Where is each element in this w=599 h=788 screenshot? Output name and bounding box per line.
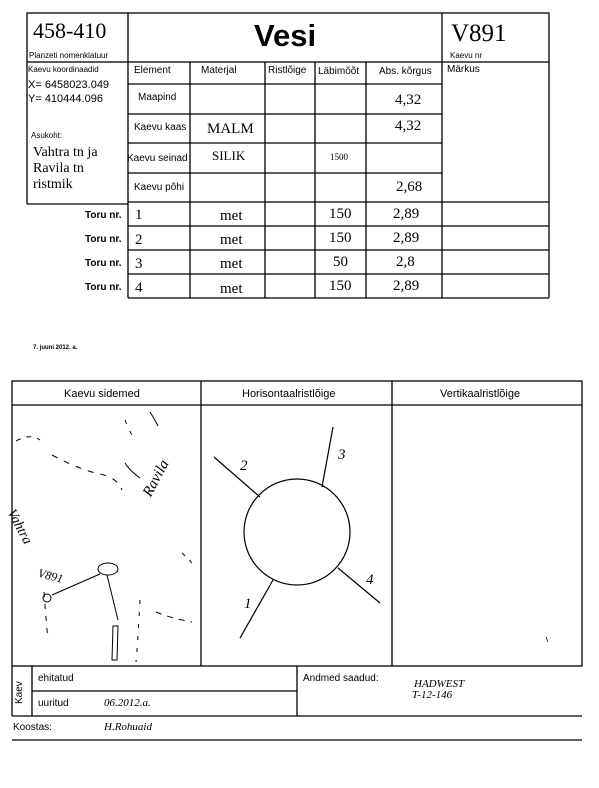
pipe-diameter: 150 <box>329 278 352 294</box>
pipe-diameter: 150 <box>329 206 352 222</box>
col-header-height: Abs. kõrgus <box>379 66 432 77</box>
pipe-3-label: 3 <box>338 447 346 463</box>
col-header-diameter: Läbimõõt <box>318 66 360 77</box>
pipe-material: met <box>220 208 243 224</box>
col-header-section: Ristlõige <box>268 65 307 76</box>
built-label: ehitatud <box>38 673 74 684</box>
row-element: Kaevu kaas <box>134 122 187 133</box>
site-connections-sketch <box>16 412 194 662</box>
pipe-number: 4 <box>135 280 143 296</box>
row-element: Maapind <box>138 92 177 103</box>
pipe-1-label: 1 <box>244 596 252 612</box>
location-label: Asukoht: <box>31 131 63 140</box>
row-height: 4,32 <box>395 118 422 134</box>
surveyed-date: 06.2012.a. <box>104 697 151 709</box>
coord-x: X= 6458023.049 <box>28 79 110 91</box>
page-title: Vesi <box>254 18 317 53</box>
kaev-label: Kaev <box>14 681 25 704</box>
row-material: SILIK <box>212 148 246 163</box>
pipe-label: Toru nr. <box>85 282 122 293</box>
handwritten-pipe-tag: V891 <box>36 566 65 586</box>
col-header-element: Element <box>134 65 171 76</box>
pipe-label: Toru nr. <box>85 234 122 245</box>
pipe-number: 3 <box>135 256 143 272</box>
handwritten-ravila: Ravila <box>140 457 173 500</box>
pipe-2-label: 2 <box>240 458 248 474</box>
data-from-label: Andmed saadud: <box>303 673 379 684</box>
diagram-col-horizontal: Horisontaalristlõige <box>242 388 336 400</box>
coords-label: Kaevu koordinaadid <box>28 65 99 74</box>
row-element: Kaevu põhi <box>134 182 185 193</box>
pipe-material: met <box>220 232 243 248</box>
pipe-material: met <box>220 281 243 297</box>
data-from-value-2: T-12-146 <box>412 689 453 701</box>
pipe-height: 2,8 <box>396 254 415 270</box>
horizontal-section-sketch <box>214 427 380 638</box>
location-line-3: ristmik <box>33 177 73 192</box>
pipe-4-label: 4 <box>366 572 374 588</box>
location-line-2: Ravila tn <box>33 161 84 176</box>
data-from-value-1: HADWEST <box>414 678 465 690</box>
author-label: Koostas: <box>13 722 52 733</box>
date-note: 7. juuni 2012. a. <box>33 345 78 351</box>
coord-y: Y= 410444.096 <box>28 93 103 105</box>
pipe-number: 2 <box>135 232 143 248</box>
pipe-diameter: 50 <box>333 254 348 270</box>
pipe-number: 1 <box>135 207 143 223</box>
row-diameter: 1500 <box>330 152 348 162</box>
col-header-material: Materjal <box>201 65 237 76</box>
pipe-label: Toru nr. <box>85 210 122 221</box>
row-height: 2,68 <box>396 179 423 195</box>
pipe-diameter: 150 <box>329 230 352 246</box>
col-header-notes: Märkus <box>447 64 480 75</box>
row-height: 4,32 <box>395 92 422 108</box>
well-number-label: Kaevu nr <box>450 51 483 60</box>
nomenclature-label: Planzeti nomenklatuur <box>29 51 109 60</box>
pipe-material: met <box>220 256 243 272</box>
pipe-height: 2,89 <box>393 230 420 246</box>
pipe-height: 2,89 <box>393 278 420 294</box>
author-value: H.Rohuaid <box>104 721 152 733</box>
surveyed-label: uuritud <box>38 698 69 709</box>
location-line-1: Vahtra tn ja <box>33 145 98 160</box>
diagram-col-connections: Kaevu sidemed <box>64 388 140 400</box>
row-element: Kaevu seinad <box>127 153 188 164</box>
pipe-height: 2,89 <box>393 206 420 222</box>
well-number-value: V891 <box>451 20 507 47</box>
handwritten-vahtra: Vahtra <box>3 507 35 548</box>
row-material: MALM <box>207 121 254 137</box>
diagram-col-vertical: Vertikaalristlõige <box>440 388 521 400</box>
nomenclature-value: 458-410 <box>33 18 107 43</box>
pipe-label: Toru nr. <box>85 258 122 269</box>
